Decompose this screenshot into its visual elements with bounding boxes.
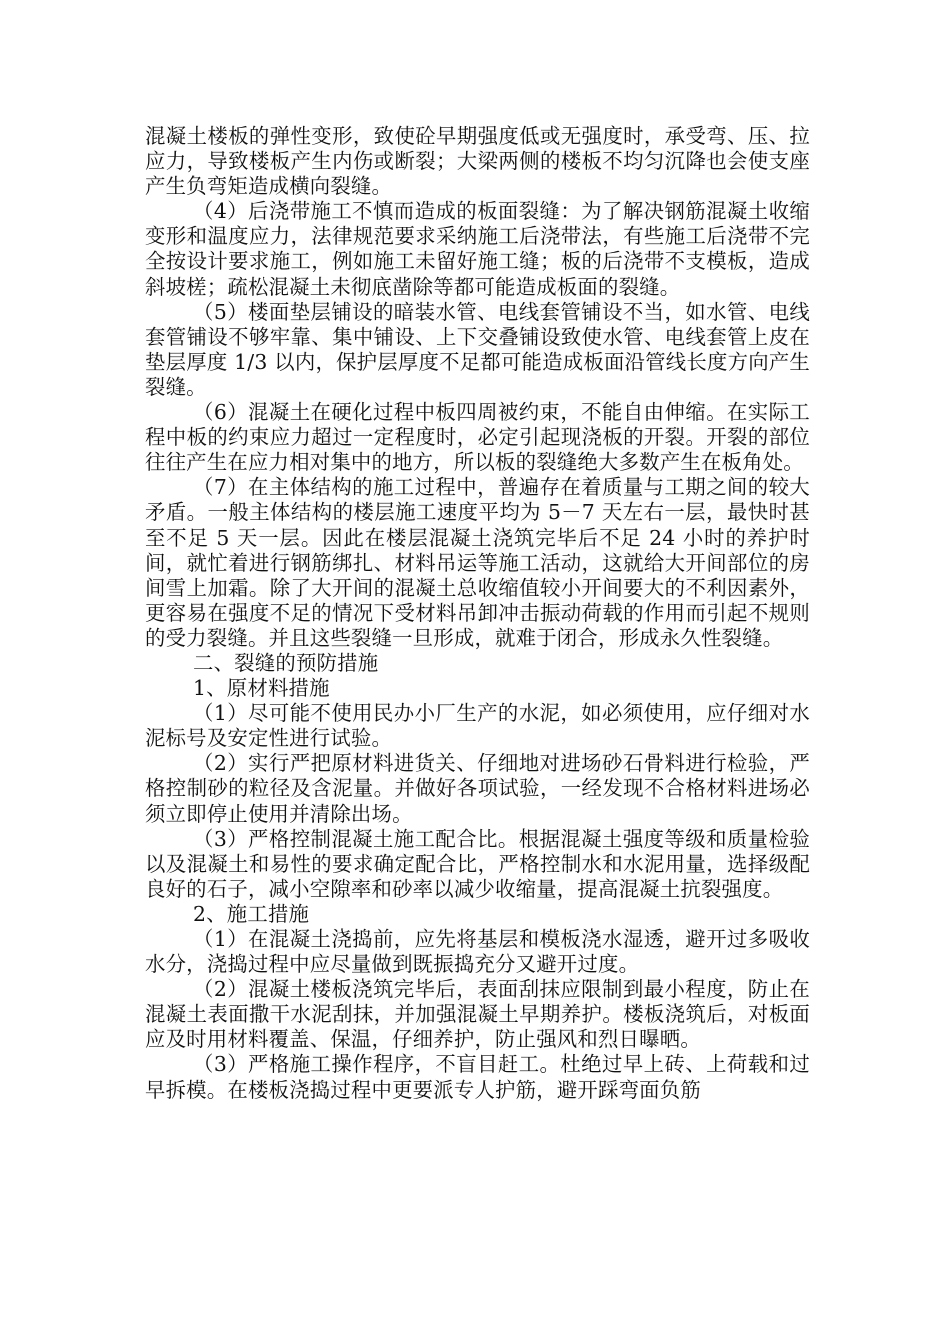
subsection-heading-raw-materials: 1、原材料措施 bbox=[193, 676, 330, 701]
paragraph-construction-1-wetting: （1）在混凝土浇捣前，应先将基层和模板浇水湿透，避开过多吸收水分，浇捣过程中应尽量做到既振捣充分又避开过度。 bbox=[145, 927, 810, 977]
paragraph-construction-2-curing: （2）混凝土楼板浇筑完毕后，表面刮抹应限制到最小程度，防止在混凝土表面撒干水泥刮抹，并加强混凝土早期养护。楼板浇筑后，对板面应及时用材料覆盖、保温，仔细养护，防止强风和烈日曝晒。 bbox=[145, 977, 810, 1052]
paragraph-construction-3-procedure: （3）严格施工操作程序，不盲目赶工。杜绝过早上砖、上荷载和过早拆模。在楼板浇捣过程中更要派专人护筋，避开踩弯面负筋 bbox=[145, 1052, 810, 1102]
paragraph-item-5-conduit-laying: （5）楼面垫层铺设的暗装水管、电线套管铺设不当，如水管、电线套管铺设不够牢靠、集中铺设、上下交叠铺设致使水管、电线套管上皮在垫层厚度 1/3 以内，保护层厚度不足都可能造成板面沿管线长度方向产生裂缝。 bbox=[145, 299, 810, 399]
section-heading-prevention: 二、裂缝的预防措施 bbox=[193, 650, 379, 675]
document-body bbox=[145, 124, 810, 1103]
paragraph-item-6-restraint-stress: （6）混凝土在硬化过程中板四周被约束，不能自由伸缩。在实际工程中板的约束应力超过一定程度时，必定引起现浇板的开裂。开裂的部位往往产生在应力相对集中的地方，所以板的裂缝绝大多数产生在板角处。 bbox=[145, 400, 810, 475]
paragraph-material-3-mix-ratio: （3）严格控制混凝土施工配合比。根据混凝土强度等级和质量检验以及混凝土和易性的要求确定配合比，严格控制水和水泥用量，选择级配良好的石子，减小空隙率和砂率以减少收缩量，提高混凝土抗裂强度。 bbox=[145, 826, 810, 901]
paragraph-item-4-post-cast-strip: （4）后浇带施工不慎而造成的板面裂缝：为了解决钢筋混凝土收缩变形和温度应力，法律规范要求采纳施工后浇带法，有些施工后浇带不完全按设计要求施工，例如施工未留好施工缝；板的后浇带不支模板，造成斜坡槎；疏松混凝土未彻底凿除等都可能造成板面的裂缝。 bbox=[145, 199, 810, 299]
subsection-heading-construction: 2、施工措施 bbox=[193, 901, 310, 926]
paragraph-material-1-cement: （1）尽可能不使用民办小厂生产的水泥，如必须使用，应仔细对水泥标号及安定性进行试验。 bbox=[145, 701, 810, 751]
paragraph-floor-slab-deformation: 混凝土楼板的弹性变形，致使砼早期强度低或无强度时，承受弯、压、拉应力，导致楼板产生内伤或断裂；大梁两侧的楼板不均匀沉降也会使支座产生负弯矩造成横向裂缝。 bbox=[145, 124, 810, 199]
paragraph-material-2-aggregate: （2）实行严把原材料进货关、仔细地对进场砂石骨料进行检验，严格控制砂的粒径及含泥量。并做好各项试验，一经发现不合格材料进场必须立即停止使用并清除出场。 bbox=[145, 751, 810, 826]
paragraph-item-7-schedule-conflict: （7）在主体结构的施工过程中，普遍存在着质量与工期之间的较大矛盾。一般主体结构的楼层施工速度平均为 5－7 天左右一层，最快时甚至不足 5 天一层。因此在楼层混凝土浇筑完毕后不足 24 小时的养护时间，就忙着进行钢筋绑扎、材料吊运等施工活动，这就给大开间部位的房间雪上加霜。除了大开间的混凝土总收缩值较小开间要大的不利因素外，更容易在强度不足的情况下受材料吊卸冲击振动荷载的作用而引起不规则的受力裂缝。并且这些裂缝一旦形成，就难于闭合，形成永久性裂缝。 bbox=[145, 475, 810, 650]
